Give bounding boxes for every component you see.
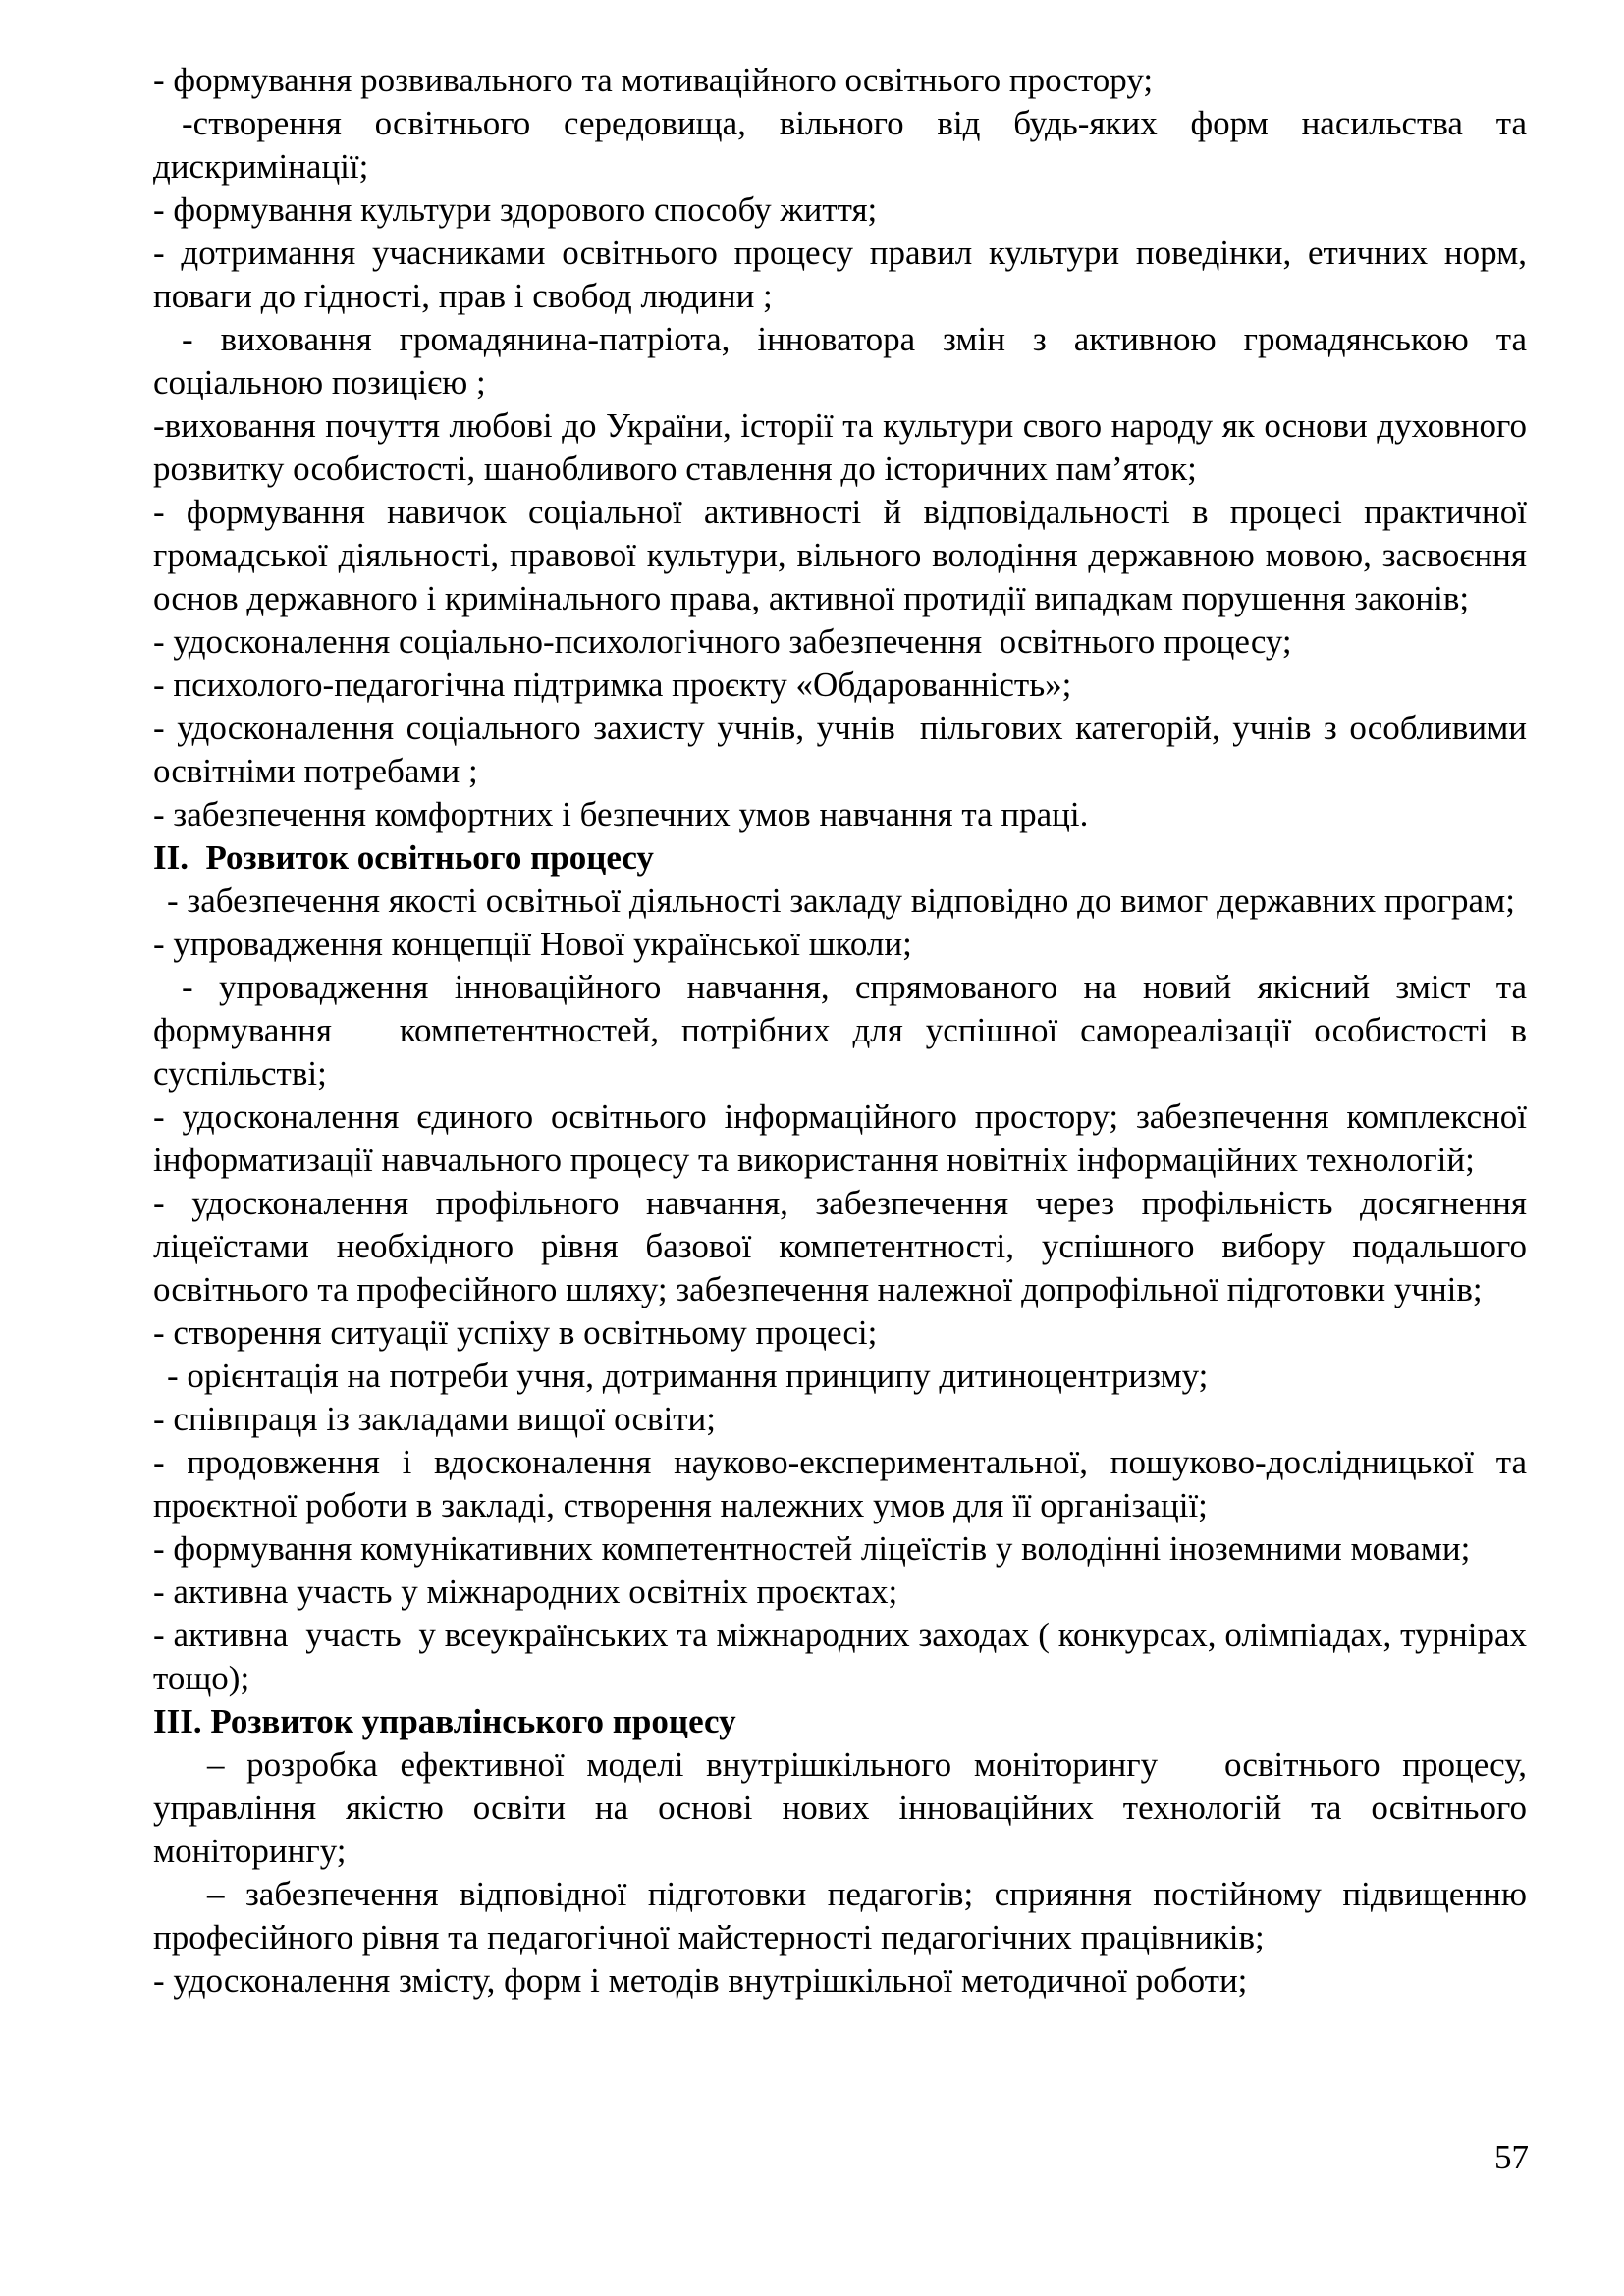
list-item: - орієнтація на потреби учня, дотримання принципу дитиноцентризму; xyxy=(167,1357,1209,1395)
list-item: - упровадження інноваційного навчання, спрямованого на новий якісний зміст та формування компетентностей, потрібних для успішної самореалізації особистості в суспільстві; xyxy=(153,968,1536,1093)
list-item: - продовження і вдосконалення науково-експериментальної, пошуково-дослідницької та проєктної роботи в закладі, створення належних умов для її організації; xyxy=(153,1443,1536,1524)
section-heading-iii: III. Розвиток управлінського процесу xyxy=(153,1702,736,1740)
page-number: 57 xyxy=(1494,2138,1529,2176)
list-item: - дотримання учасниками освітнього процесу правил культури поведінки, етичних норм, поваги до гідності, прав і свобод людини ; xyxy=(153,234,1536,315)
list-item: - формування культури здорового способу життя; xyxy=(153,190,878,229)
list-item: - удосконалення соціально-психологічного забезпечення освітнього процесу; xyxy=(153,622,1292,661)
list-item: - забезпечення комфортних і безпечних умов навчання та праці. xyxy=(153,795,1089,833)
list-item: - формування комунікативних компетентностей ліцеїстів у володінні іноземними мовами; xyxy=(153,1529,1471,1568)
list-item: – забезпечення відповідної підготовки педагогів; сприяння постійному підвищенню професійного рівня та педагогічної майстерності педагогічних працівників; xyxy=(153,1875,1536,1956)
list-item: - удосконалення соціального захисту учнів, учнів пільгових категорій, учнів з особливими освітніми потребами ; xyxy=(153,709,1536,790)
list-item: - удосконалення єдиного освітнього інформаційного простору; забезпечення комплексної інформатизації навчального процесу та використання новітніх інформаційних технологій; xyxy=(153,1097,1536,1179)
list-item: - створення ситуації успіху в освітньому процесі; xyxy=(153,1313,878,1352)
list-item: - активна участь у всеукраїнських та міжнародних заходах ( конкурсах, олімпіадах, турнірах тощо); xyxy=(153,1616,1536,1697)
list-item: - активна участь у міжнародних освітніх проєктах; xyxy=(153,1573,898,1611)
list-item: - виховання громадянина-патріота, інноватора змін з активною громадянською та соціальною позицією ; xyxy=(153,320,1536,401)
document-body xyxy=(153,59,1536,2002)
section-heading-ii: II. Розвиток освітнього процесу xyxy=(153,838,654,877)
list-item: -виховання почуття любові до України, історії та культури свого народу як основи духовного розвитку особистості, шанобливого ставлення до історичних пам’яток; xyxy=(153,406,1536,488)
list-item: - удосконалення профільного навчання, забезпечення через профільність досягнення ліцеїстами необхідного рівня базової компетентності, успішного вибору подальшого освітнього та професійного шляху; забезпечення належної допрофільної підготовки учнів; xyxy=(153,1184,1536,1308)
list-item: - упровадження концепції Нової української школи; xyxy=(153,925,912,963)
list-item: - забезпечення якості освітньої діяльності закладу відповідно до вимог державних програм; xyxy=(167,881,1515,920)
list-item: - формування розвивального та мотиваційного освітнього простору; xyxy=(153,61,1154,99)
list-item: - співпраця із закладами вищої освіти; xyxy=(153,1400,716,1438)
list-item: - психолого-педагогічна підтримка проєкту «Обдарованність»; xyxy=(153,666,1072,704)
list-item: -створення освітнього середовища, вільного від будь-яких форм насильства та дискримінації; xyxy=(153,104,1536,186)
list-item: - формування навичок соціальної активності й відповідальності в процесі практичної громадської діяльності, правової культури, вільного володіння державною мовою, засвоєння основ державного і кримінального права, активної протидії випадкам порушення законів; xyxy=(153,493,1536,617)
list-item: – розробка ефективної моделі внутрішкільного моніторингу освітнього процесу, управління якістю освіти на основі нових інноваційних технологій та освітнього моніторингу; xyxy=(153,1745,1536,1870)
list-item: - удосконалення змісту, форм і методів внутрішкільної методичної роботи; xyxy=(153,1961,1248,2000)
